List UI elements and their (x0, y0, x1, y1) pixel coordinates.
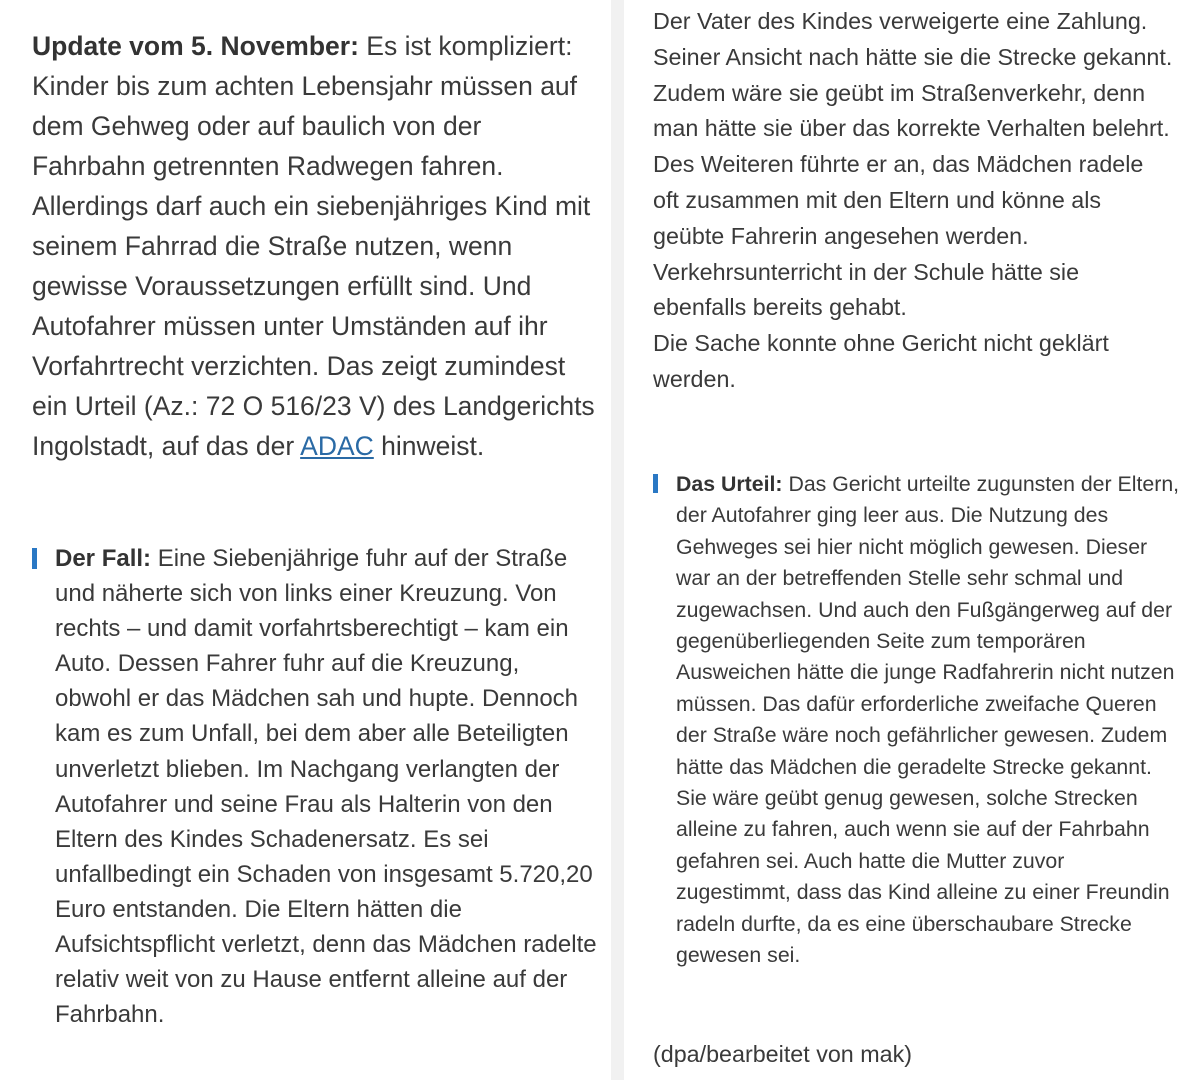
update-paragraph (32, 26, 602, 466)
court-needed-paragraph: Die Sache konnte ohne Gericht nicht geklärt werden. (653, 330, 1109, 392)
urteil-text: Das Gericht urteilte zugunsten der Eltern, der Autofahrer ging leer aus. Die Nutzung des Gehweges sei hier nicht möglich gewesen. Dieser war an der betreffenden Stelle sehr schmal und zugewachsen. Und auch den Fußgängerweg auf der gegenüberliegenden Seite zum temporären Ausweichen hätte die junge Radfahrerin nicht nutzen müssen. Das dafür erforderliche zweifache Queren der Straße wäre noch gefährlicher gewesen. Zudem hätte das Mädchen die geradelte Strecke gekannt. Sie wäre geübt genug gewesen, solche Strecken alleine zu fahren, auch wenn sie auf der Fahrbahn gefahren sei. Auch hatte die Mutter zuvor zugestimmt, dass das Kind alleine zu einer Freundin radeln durfte, da es eine überschaubare Strecke gewesen sei. (676, 472, 1180, 968)
father-paragraph: Der Vater des Kindes verweigerte eine Zahlung. Seiner Ansicht nach hätte sie die Strecke gekannt. Zudem wäre sie geübt im Straßenverkehr, denn man hätte sie über das korrekte Verhalten belehrt. Des Weiteren führte er an, das Mädchen radele oft zusammen mit den Eltern und könne als geübte Fahrerin angesehen werden. Verkehrsunterricht in der Schule hätte sie ebenfalls bereits gehabt. (653, 8, 1173, 321)
source-credit: (dpa/bearbeitet von mak) (653, 1041, 912, 1067)
adac-link[interactable]: ADAC (300, 431, 374, 461)
urteil-accent-bar (653, 474, 658, 493)
urteil-box (676, 469, 1181, 972)
right-paragraphs (653, 4, 1173, 398)
update-text-end: hinweist. (373, 431, 485, 461)
update-text: Es ist kompliziert: Kinder bis zum achten Lebensjahr müssen auf dem Gehweg oder auf baulich von der Fahrbahn getrennten Radwegen fahren. Allerdings darf auch ein siebenjähriges Kind mit seinem Fahrrad die Straße nutzen, wenn gewisse Voraussetzungen erfüllt sind. Und Autofahrer müssen unter Umständen auf ihr Vorfahrtrecht verzichten. Das zeigt zumindest ein Urteil (Az.: 72 O 516/23 V) des Landgerichts Ingolstadt, auf das der (32, 31, 595, 461)
fall-box (55, 541, 600, 1032)
column-divider (611, 0, 624, 1080)
update-label: Update vom 5. November: (32, 31, 359, 61)
fall-label: Der Fall: (55, 545, 152, 572)
urteil-label: Das Urteil: (676, 472, 783, 496)
fall-text: Eine Siebenjährige fuhr auf der Straße und näherte sich von links einer Kreuzung. Von rechts – und damit vorfahrtsberechtigt – kam ein Auto. Dessen Fahrer fuhr auf die Kreuzung, obwohl er das Mädchen sah und hupte. Dennoch kam es zum Unfall, bei dem aber alle Beteiligten unverletzt blieben. Im Nachgang verlangten der Autofahrer und seine Frau als Halterin von den Eltern des Kindes Schadenersatz. Es sei unfallbedingt ein Schaden von insgesamt 5.720,20 Euro entstanden. Die Eltern hätten die Aufsichtspflicht verletzt, denn das Mädchen radelte relativ weit von zu Hause entfernt alleine auf der Fahrbahn. (55, 545, 597, 1029)
fall-accent-bar (32, 548, 37, 569)
